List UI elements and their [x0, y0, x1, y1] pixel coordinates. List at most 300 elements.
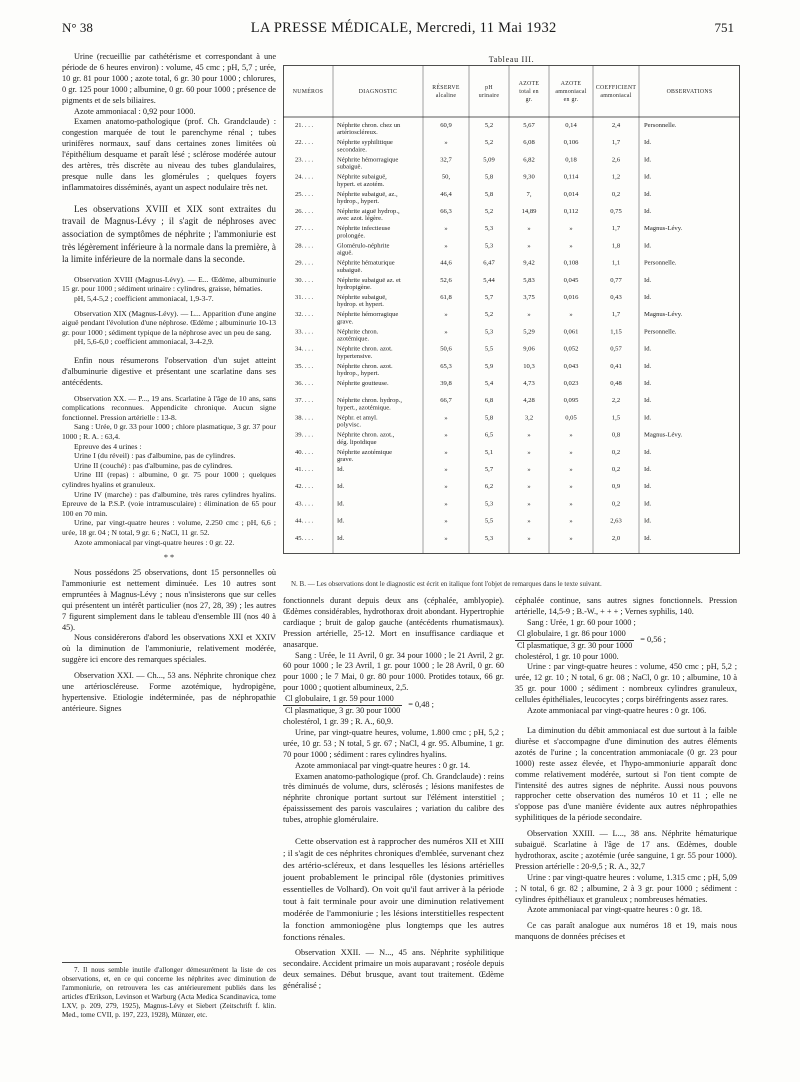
- table-cell-source: Id.: [644, 208, 652, 215]
- table-cell-value: »: [569, 311, 573, 319]
- spacer: [62, 194, 276, 203]
- table-cell-value: 0,18: [565, 156, 577, 164]
- table-cell-value: 6,8: [484, 397, 494, 405]
- table-cell-value: 5,3: [484, 328, 494, 336]
- table-cell-number: 32. . . .: [295, 311, 314, 319]
- table-cell-value: 0,05: [565, 414, 577, 422]
- table-cell-value: »: [527, 431, 531, 439]
- paragraph: Urine IV (marche) : pas d'albumine, très rares cylindres hyalins. Epreuve de la P.S.P. (voie intramusculaire) : élimination de 65 pour 100 en 70 min.: [62, 489, 276, 518]
- table-cell-value: 5,09: [483, 156, 495, 164]
- table-row: [295, 242, 651, 256]
- table-cell-value: 0,2: [611, 466, 621, 473]
- table-cell-diagnostic: Néphrite chron. azotémique.: [337, 328, 379, 343]
- table-cell-value: 2,2: [611, 397, 621, 405]
- table-cell-value: »: [527, 500, 531, 508]
- table-cell-value: »: [444, 483, 448, 491]
- table-cell-value: »: [444, 431, 448, 439]
- table-cell-value: 50,6: [440, 345, 452, 353]
- table-cell-value: »: [527, 242, 531, 250]
- table-cell-value: 2,6: [611, 156, 621, 164]
- table-cell-value: 0,2: [611, 500, 621, 508]
- table-row: [295, 414, 651, 428]
- paragraph: cholestérol, 1 gr. 10 pour 1000.: [515, 651, 619, 661]
- table-cell-value: 0,112: [563, 208, 579, 215]
- table-cell-source: Id.: [644, 294, 652, 301]
- table-cell-number: 44. . . .: [295, 517, 314, 525]
- table-cell-value: 2,63: [610, 517, 622, 525]
- table-row: [295, 156, 651, 170]
- column-header: OBSERVATIONS: [666, 89, 713, 95]
- table-cell-value: »: [569, 466, 573, 473]
- table-cell-value: 0,57: [610, 345, 622, 353]
- column-2: [283, 596, 504, 992]
- table-cell-value: 1,7: [611, 139, 621, 147]
- column-1: [62, 52, 276, 715]
- table-cell-number: 43. . . .: [295, 500, 314, 508]
- table-cell-value: 0,016: [563, 294, 579, 301]
- journal-title: LA PRESSE MÉDICALE, Mercredi, 11 Mai 1932: [250, 20, 557, 36]
- page-number: 751: [714, 20, 734, 35]
- table-cell-value: »: [444, 225, 448, 233]
- paragraph: Azote ammoniacal par vingt-quatre heures : 0 gr. 22.: [74, 537, 235, 547]
- table-cell-value: 5,2: [484, 139, 494, 147]
- page-header: [62, 20, 734, 36]
- table-cell-value: 0,14: [565, 122, 577, 129]
- table-cell-number: 28. . . .: [295, 242, 314, 250]
- table-cell-value: 5,5: [484, 517, 494, 525]
- table-row: [295, 260, 677, 274]
- table-cell-value: 0,9: [611, 483, 621, 491]
- table-cell-source: Id.: [644, 397, 652, 405]
- paragraph: Urine III (repas) : albumine, 0 gr. 75 pour 1000 ; quelques cylindres hyalins et granuleux.: [62, 470, 276, 489]
- table-cell-value: 0,114: [563, 173, 579, 181]
- table-cell-value: 9,06: [523, 345, 535, 353]
- table-cell-value: 1,7: [611, 311, 621, 319]
- table-cell-value: 0,061: [563, 328, 579, 336]
- table-cell-number: 30. . . .: [295, 276, 314, 284]
- paragraph: Ce cas paraît analogue aux numéros 18 et 19, mais nous manquons de données précises et: [515, 921, 737, 942]
- table-cell-value: 4,28: [523, 397, 535, 405]
- table-cell-number: 26. . . .: [295, 208, 314, 215]
- table-cell-value: 5,8: [484, 173, 494, 181]
- table-cell-value: 0,75: [610, 208, 622, 215]
- paragraph: Azote ammoniacal : 0,92 pour 1000.: [74, 106, 196, 116]
- table-cell-value: »: [527, 483, 531, 491]
- fraction-numerator: Cl globulaire, 1 gr. 86 pour 1000: [515, 629, 634, 641]
- table-cell-value: 46,4: [440, 190, 452, 198]
- table-cell-value: 0,043: [563, 362, 579, 370]
- table-cell-number: 40. . . .: [295, 448, 314, 456]
- table-cell-value: 5,1: [484, 448, 494, 456]
- table-cell-value: »: [444, 328, 448, 336]
- table-cell-value: 9,42: [523, 259, 535, 267]
- table-cell-value: 5,67: [523, 122, 535, 129]
- paragraph: cholestérol, 1 gr. 39 ; R. A., 60,9.: [283, 716, 394, 726]
- paragraph: Azote ammoniacal par vingt-quatre heures : 0 gr. 106.: [527, 706, 707, 716]
- table-cell-diagnostic: Glomérulo-néphrite aiguë.: [337, 242, 390, 257]
- table-cell-source: Magnus-Lévy.: [644, 431, 683, 439]
- observation-heading: Observation XXII. — N..., 45 ans. Néphrite syphilitique secondaire. Accident primaire un mois auparavant ; roséole depuis deux semaines. Début brusque, avant tout traitement. Œdème généralisé ;: [283, 948, 504, 990]
- table-row: [295, 500, 651, 507]
- table-cell-value: »: [444, 139, 448, 147]
- table-cell-value: 0,045: [563, 276, 579, 284]
- table-cell-source: Id.: [644, 517, 652, 525]
- table-cell-value: 0,77: [610, 276, 622, 284]
- table-cell-diagnostic: Id.: [337, 500, 345, 508]
- table-cell-value: 5,7: [484, 466, 494, 473]
- table-cell-number: 41. . . .: [295, 466, 314, 473]
- table-cell-value: »: [527, 311, 531, 319]
- paragraph: Urine : par vingt-quatre heures : volume, 450 cmc ; pH, 5,2 ; urée, 12 gr. 10 ; N total, 6 gr. 08 ; NaCl, 0 gr. 10 ; albumine, 10 à 35 gr. pour 1000 ; sédiment : nombreux cylindres granuleux, cellules épithéliales, leucocytes ; corps biréfringents assez rares.: [515, 662, 737, 705]
- table-cell-value: 0,2: [611, 190, 621, 198]
- table-cell-value: 39,8: [440, 380, 452, 387]
- table-cell-number: 33. . . .: [295, 328, 314, 336]
- paragraph: pH, 5,6-6,0 ; coefficient ammoniacal, 3-4-2,9.: [74, 337, 214, 347]
- paragraph: pH, 5,4-5,2 ; coefficient ammoniacal, 1,9-3-7.: [74, 293, 214, 303]
- table-cell-source: Id.: [644, 139, 652, 147]
- table-cell-diagnostic: Néphrite subaiguë, az., hydrop., hypert.: [337, 190, 398, 205]
- table-cell-value: 3,2: [524, 414, 534, 422]
- table-cell-number: 27. . . .: [295, 225, 314, 233]
- table-cell-value: »: [527, 225, 531, 233]
- table-cell-source: Personnelle.: [644, 328, 677, 336]
- table-cell-value: 10,3: [523, 362, 535, 370]
- table-cell-number: 21. . . .: [295, 122, 314, 129]
- table-cell-number: 42. . . .: [295, 483, 314, 491]
- table-cell-diagnostic: Néphrite chron. azot., dég. lipoïdique: [337, 431, 395, 446]
- table-cell-number: 35. . . .: [295, 362, 314, 370]
- table-cell-diagnostic: Néphrite chron. chez un artérioscléreux.: [337, 122, 401, 137]
- observation-heading: Observation XXI. — Ch..., 53 ans. Néphrite chronique chez une artérioscléreuse. Forme azotémique, hydropigène, hypertensive. Etiologie indéterminée, pas de néphropathie antérieure. Signes: [62, 671, 276, 713]
- table-cell-value: 1,7: [611, 225, 621, 233]
- table-cell-value: »: [444, 414, 448, 422]
- table-cell-value: »: [444, 517, 448, 525]
- issue-number: N° 38: [62, 20, 93, 35]
- table-cell-source: Id.: [644, 380, 652, 387]
- table-cell-diagnostic: Néphrite subaiguë az. et hydropigène.: [337, 276, 401, 291]
- table-cell-value: 6,08: [523, 139, 535, 147]
- paragraph: Cette observation est à rapprocher des numéros XII et XIII ; il s'agit de ces néphrites chroniques d'emblée, survenant chez des artério-scléreux, et dans lesquelles les lésions artérielles jouent probablement le principal rôle (dystonies primitives essentielles de Volhard). On voit qu'il faut arriver à la période tout à fait terminale pour avoir une diminution relativement modérée de l'ammoniurie ; les lésions interstitielles respectent la fonction ammoniogène plus longtemps que les autres fonctions rénales.: [283, 836, 504, 943]
- paragraph: Examen anatomo-pathologique (prof. Ch. Grandclaude) : congestion marquée de tout le parenchyme rénal ; tubes urinifères normaux, sauf dans certaines zones limitées où l'épithélium desquame et paraît lésé ; sclérose modérée autour des artères, très discrète au niveau des tubes glandulaires, presque nulle dans les glomérules ; quelques foyers inflammatoires disséminés, ayant un aspect nodulaire très net.: [62, 117, 276, 192]
- table-cell-diagnostic: Néphrite chron. hydrop., hypert., azotémique.: [337, 397, 403, 412]
- table-cell-source: Personnelle.: [644, 122, 677, 129]
- fraction-numerator: Cl globulaire, 1 gr. 59 pour 1000: [283, 694, 402, 706]
- table-cell-source: Id.: [644, 500, 652, 508]
- paragraph: Enfin nous résumerons l'observation d'un sujet atteint d'albuminurie digestive et présentant une scarlatine dans ses antécédents.: [62, 355, 276, 387]
- table-row: [295, 363, 651, 377]
- paragraph: Azote ammoniacal par vingt-quatre heures : 0 gr. 18.: [527, 905, 703, 915]
- table-cell-source: Id.: [644, 534, 652, 542]
- table-cell-value: 0,108: [563, 259, 579, 267]
- table-cell-value: »: [444, 242, 448, 250]
- table-cell-value: 0,41: [610, 362, 622, 370]
- spacer: [283, 826, 504, 835]
- table-cell-source: Id.: [644, 362, 652, 370]
- paragraph: céphalée continue, sans autres signes fonctionnels. Pression artérielle, 14,5-9 ; B.-W., + + + ; Vernes syphilis, 140.: [515, 596, 737, 616]
- table-cell-number: 39. . . .: [295, 431, 314, 439]
- column-header: COEFFICIENT ammoniacal: [595, 85, 637, 99]
- table-cell-diagnostic: Id.: [337, 483, 345, 491]
- table-row: [295, 174, 651, 188]
- table-note: N. B. — Les observations dont le diagnostic est écrit en italique font l'objet de remarques dans le texte suivant.: [291, 580, 602, 588]
- paragraph: Urine, par vingt-quatre heures, volume, 1.800 cmc ; pH, 5,2 ; urée, 10 gr. 53 ; N total, 5 gr. 67 ; NaCl, 4 gr. 95. Albumine, 1 gr. 70 pour 1000 ; sédiment : rares cylindres hyalins.: [283, 727, 504, 759]
- column-header: NUMÉROS: [292, 89, 324, 95]
- table-cell-value: »: [569, 500, 573, 508]
- column-header: AZOTE total en gr.: [518, 81, 540, 103]
- table-cell-value: 3,75: [523, 294, 535, 301]
- paragraph: Sang : Urée, 1 gr. 60 pour 1000 ;: [527, 617, 636, 627]
- table-cell-diagnostic: Néphrite hémorragique subaiguë.: [337, 156, 399, 171]
- table-cell-value: 44,6: [440, 259, 452, 267]
- table-cell-value: 5,7: [484, 294, 494, 301]
- table-cell-number: 38. . . .: [295, 414, 314, 422]
- table-cell-value: 1,1: [611, 259, 621, 267]
- table-cell-value: 7,: [526, 190, 532, 198]
- table-cell-value: 65,3: [440, 362, 452, 370]
- table-cell-value: 0,106: [563, 139, 579, 147]
- table-cell-source: Id.: [644, 466, 652, 473]
- table-cell-number: 37. . . .: [295, 397, 314, 405]
- paragraph: Urine II (couché) : pas d'albumine, pas de cylindres.: [74, 460, 233, 470]
- table-cell-value: 5,4: [484, 380, 494, 387]
- chloride-ratio: [283, 694, 434, 717]
- column-header: pH urinaire: [478, 85, 500, 99]
- observation-heading: Observation XIX (Magnus-Lévy). — L... Apparition d'une angine aiguë pendant l'évolution d'une néphrose. Œdème ; albuminurie 10-13 gr. pour 1000 ; sédiment typique de la néphrose avec un peu de sang.: [62, 308, 276, 337]
- table-cell-value: »: [527, 466, 531, 473]
- table-row: [295, 483, 651, 490]
- table-cell-diagnostic: Néphrite chron. azot. hypertensive.: [337, 345, 393, 360]
- table-cell-value: 5,83: [523, 276, 535, 284]
- table-row: [295, 397, 651, 411]
- table-cell-value: 5,29: [523, 328, 535, 336]
- table-row: [295, 122, 677, 136]
- column-3: [515, 596, 737, 943]
- table-cell-diagnostic: Néphrite subaiguë, hydrop. et hypert.: [337, 294, 387, 309]
- table-cell-value: 5,8: [484, 190, 494, 198]
- table-row: [295, 328, 677, 342]
- table-cell-value: »: [569, 225, 573, 233]
- table-cell-value: 5,9: [484, 362, 494, 370]
- table-cell-value: 66,7: [440, 397, 452, 405]
- table-cell-value: 32,7: [440, 156, 452, 164]
- table-cell-value: 14,89: [521, 208, 537, 215]
- section-separator: * *: [163, 553, 175, 563]
- table-cell-value: 61,8: [440, 294, 452, 301]
- paragraph: Azote ammoniacal par vingt-quatre heures : 0 gr. 14.: [295, 760, 471, 770]
- table-row: [295, 518, 651, 525]
- table-cell-diagnostic: Néphrite goutteuse.: [337, 380, 389, 387]
- table-cell-source: Id.: [644, 276, 652, 284]
- table-cell-number: 29. . . .: [295, 259, 314, 267]
- table-cell-diagnostic: Néphrite azotémique grave.: [337, 448, 393, 463]
- table-row: [295, 311, 683, 325]
- table-cell-number: 31. . . .: [295, 294, 314, 301]
- table-cell-value: »: [527, 517, 531, 525]
- table-cell-value: 52,6: [440, 276, 452, 284]
- table-cell-value: 6,2: [484, 483, 494, 491]
- column-header: DIAGNOSTIC: [358, 89, 398, 95]
- paragraph: Sang : Urée, 0 gr. 33 pour 1000 ; chlore plasmatique, 3 gr. 37 pour 1000 ; R. A. : 63,4.: [62, 422, 276, 441]
- table-cell-value: 6,82: [523, 156, 535, 164]
- issue-date: Mercredi, 11 Mai 1932: [416, 20, 557, 36]
- table-cell-value: 5,3: [484, 500, 494, 508]
- table-row: [295, 277, 651, 291]
- table-cell-value: 4,73: [523, 380, 535, 387]
- table-cell-diagnostic: Néphr. et amyl. polyvisc.: [337, 414, 378, 429]
- table-cell-source: Magnus-Lévy.: [644, 225, 683, 233]
- table-cell-value: »: [444, 448, 448, 456]
- table-cell-diagnostic: Néphrite aiguë hydrop., avec azot. légère.: [337, 208, 400, 223]
- table-cell-value: 0,2: [611, 448, 621, 456]
- table-cell-value: »: [569, 534, 573, 542]
- paragraph: Epreuve des 4 urines :: [74, 441, 142, 451]
- table-row: [295, 294, 651, 308]
- table-cell-diagnostic: Néphrite syphilitique secondaire.: [337, 139, 393, 154]
- table-cell-value: »: [569, 431, 573, 439]
- fraction-denominator: Cl plasmatique, 3 gr. 30 pour 1000: [517, 640, 633, 650]
- table-cell-source: Id.: [644, 242, 652, 250]
- table-cell-value: »: [527, 534, 531, 542]
- table-cell-source: Id.: [644, 173, 652, 181]
- table-cell-value: »: [444, 311, 448, 319]
- table-cell-value: »: [527, 448, 531, 456]
- table-cell-diagnostic: Id.: [337, 517, 345, 525]
- paragraph: Les observations XVIII et XIX sont extraites du travail de Magnus-Lévy ; il s'agit de néphroses avec association de symptômes de néphrite ; l'ammoniurie est très légèrement inférieure à la normale dans la première, à la limite inférieure de la normale dans la seconde.: [62, 203, 276, 265]
- table-cell-diagnostic: Néphrite infectieuse prolongée.: [337, 225, 391, 240]
- table-cell-value: 5,44: [483, 276, 495, 284]
- table-cell-number: 34. . . .: [295, 345, 314, 353]
- table-cell-number: 23. . . .: [295, 156, 314, 164]
- spacer: [515, 717, 737, 726]
- fraction-result: = 0,48 ;: [408, 700, 434, 710]
- table-cell-diagnostic: Id.: [337, 466, 345, 473]
- table-cell-value: 2,0: [611, 534, 621, 542]
- table-row: [295, 449, 651, 463]
- footnote-rule: [62, 962, 122, 963]
- table-cell-source: Id.: [644, 448, 652, 456]
- paragraph: fonctionnels durant depuis deux ans (céphalée, amblyopie). Œdèmes considérables, hydrothorax droit abondant. Hypertrophie cardiaque ; bruit de galop gauche (antécédents rhumatismaux). Pression artérielle, 25-12. Mort en insuffisance cardiaque et anasarque.: [283, 596, 504, 649]
- table-cell-value: 5,3: [484, 534, 494, 542]
- table-cell-value: 0,48: [610, 380, 622, 387]
- paragraph: Urine, par vingt-quatre heures : volume, 2.250 cmc ; pH, 6,6 ; urée, 18 gr. 04 ; N total, 9 gr. 6 ; NaCl, 11 gr. 52.: [62, 518, 276, 537]
- table-cell-source: Id.: [644, 414, 652, 422]
- table-cell-value: 0,014: [563, 190, 579, 198]
- table-cell-value: 0,052: [563, 345, 579, 353]
- table-cell-value: 5,3: [484, 242, 494, 250]
- table-cell-source: Magnus-Lévy.: [644, 311, 683, 319]
- spacer: [62, 266, 276, 275]
- table-3: [283, 55, 740, 588]
- table-cell-number: 25. . . .: [295, 190, 314, 198]
- table-cell-source: Id.: [644, 190, 652, 198]
- table-cell-number: 22. . . .: [295, 139, 314, 147]
- paragraph: Urine I (du réveil) : pas d'albumine, pas de cylindres.: [74, 451, 236, 461]
- paragraph: Urine (recueillie par cathétérisme et correspondant à une période de 6 heures environ) : volume, 45 cmc ; pH, 5,7 ; urée, 10 gr. 81 pour 1000 ; azote total, 6 gr. 30 pour 1000 ; chlorures, 0 gr. 125 pour 1000 ; albumine, 0 gr. 60 pour 1000 ; présence de pigments et de sels biliaires.: [62, 52, 276, 105]
- observation-heading: Observation XX. — P..., 19 ans. Scarlatine à l'âge de 10 ans, sans complications reconnues. Appendicite chronique. Aucun signe fonctionnel. Pression artérielle : 13-8.: [62, 393, 276, 422]
- table-cell-value: »: [569, 483, 573, 491]
- paragraph: Sang : Urée, le 11 Avril, 0 gr. 34 pour 1000 ; le 21 Avril, 2 gr. 60 pour 1000 ; le 23 Avril, 1 gr. pour 1000 ; le 28 Avril, 0 gr. 60 pour 1000 ; le 7 Mai, 0 gr. 80 pour 1000. Protides totaux, 66 gr. pour 1000 ; quotient albumineux, 2,5.: [283, 650, 504, 693]
- observation-heading: Observation XVIII (Magnus-Lévy). — E... Œdème, albuminurie 15 gr. pour 1000 ; sédiment urinaire : cylindres, graisse, hématies.: [62, 274, 276, 294]
- table-cell-number: 45. . . .: [295, 534, 314, 542]
- table-cell-value: 5,2: [484, 208, 494, 215]
- table-cell-value: 66,3: [440, 208, 452, 215]
- table-cell-diagnostic: Néphrite hémorragique grave.: [337, 311, 399, 326]
- table-cell-value: 0,43: [610, 294, 622, 301]
- table-cell-value: 2,4: [611, 122, 621, 129]
- table-cell-value: »: [444, 466, 448, 473]
- paragraph: La diminution du débit ammoniacal est due surtout à la faible diurèse et s'accompagne d'une diminution des autres éléments azotés de l'urine ; la concentration ammoniacale (0 gr. 23 pour 1000) reste assez élevée, et l'hypo-ammoniurie apparaît donc comme relativement modérée, surtout si l'on tient compte de l'intensité des autres signes de néphrite. Aussi nous pouvons rapprocher cette observation des numéros 10 et 11 ; elle ne s'oppose pas d'une manière évidente aux autres néphropathies syphilitiques de la période secondaire.: [515, 725, 737, 823]
- table-row: [295, 208, 651, 222]
- table-cell-value: »: [569, 517, 573, 525]
- column-header: RÉSERVE alcaline: [432, 85, 460, 99]
- results-table: [283, 65, 740, 587]
- table-row: [295, 191, 651, 205]
- table-cell-value: 5,2: [484, 122, 494, 129]
- table-cell-value: 5,5: [484, 345, 494, 353]
- table-cell-diagnostic: Néphrite hématurique subaiguë.: [337, 259, 395, 274]
- table-cell-value: 1,2: [611, 173, 621, 181]
- table-cell-value: »: [569, 448, 573, 456]
- spacer: [62, 347, 276, 356]
- table-cell-value: 9,30: [523, 173, 535, 181]
- table-row: [295, 346, 651, 360]
- table-cell-value: 0,8: [611, 431, 621, 439]
- paragraph: Nous considérerons d'abord les observations XXI et XXIV où la diminution de l'ammoniurie, relativement modérée, suggère ici encore des remarques spéciales.: [62, 633, 276, 665]
- paragraph: Examen anatomo-pathologique (prof. Ch. Grandclaude) : reins très diminués de volume, durs, sclérosés ; lésions manifestes de néphrite chronique portant surtout sur l'élément interstitiel ; épaississement des parois vasculaires ; variation du calibre des tubes, atrophie glomérulaire.: [283, 771, 504, 825]
- table-cell-value: »: [569, 242, 573, 250]
- table-cell-diagnostic: Néphrite subaiguë, hypert. et azotém.: [337, 173, 387, 188]
- table-cell-diagnostic: Néphrite chron. azot. hydrop., hypert.: [337, 362, 393, 377]
- table-cell-value: 5,2: [484, 311, 494, 319]
- table-cell-value: »: [444, 500, 448, 508]
- table-row: [295, 466, 651, 473]
- fraction-denominator: Cl plasmatique, 3 gr. 30 pour 1000: [285, 706, 401, 716]
- fraction-result: = 0,56 ;: [640, 634, 666, 644]
- table-cell-source: Id.: [644, 483, 652, 491]
- table-cell-value: 1,5: [611, 414, 621, 422]
- table-row: [295, 432, 683, 446]
- table-cell-value: 5,8: [484, 414, 494, 422]
- observation-heading: Observation XXIII. — L..., 38 ans. Néphrite hématurique subaiguë. Scarlatine à l'âge de 17 ans. Œdèmes, double hydrothorax, ascite ; azotémie (urée sanguine, 1 gr. 55 pour 1000). Pression artérielle : 20-9,5 ; R. A., 32,7: [515, 829, 737, 871]
- table-cell-source: Id.: [644, 156, 652, 164]
- chloride-ratio: [515, 629, 666, 652]
- table-row: [295, 139, 651, 153]
- table-cell-value: 1,8: [611, 242, 621, 250]
- paragraph: Nous possédons 25 observations, dont 15 personnelles où l'ammoniurie est nettement diminuée. Les 10 autres sont empruntées à Magnus-Lévy ; nous n'insisterons que sur celles qui présentent un intérêt particulier (nos 27, 28, 39) ; les autres 7 figurent simplement dans le tableau d'ensemble III (nos 40 à 45).: [62, 568, 276, 632]
- table-cell-value: 60,9: [440, 122, 452, 129]
- table-cell-diagnostic: Id.: [337, 534, 345, 542]
- table-cell-value: 1,15: [610, 328, 622, 336]
- table-cell-value: 0,095: [563, 397, 579, 405]
- table-cell-source: Id.: [644, 345, 652, 353]
- table-cell-value: 6,47: [483, 259, 495, 267]
- table-cell-source: Personnelle.: [644, 259, 677, 267]
- footnote: [62, 966, 276, 1021]
- table-row: [295, 535, 651, 542]
- table-cell-value: 0,023: [563, 380, 579, 387]
- table-cell-value: »: [444, 534, 448, 542]
- table-cell-value: 5,3: [484, 225, 494, 233]
- table-row: [295, 225, 683, 239]
- table-cell-number: 24. . . .: [295, 173, 314, 181]
- footnote-text: 7. Il nous semble inutile d'allonger démesurément la liste de ces observations, et, en ce qui concerne les néphrites avec diminution de l'ammoniurie, on retrouvera les cas antérieurement publiés dans les articles d'Erikson, Levinson et Warburg (Acta Medica Scandinavica, tome LXV, p. 209, 279, 1925), Magnus-Lévy et Siebert (Zeitschrift f. klin. Med., tome CVII, p. 197, 223, 1928), Münzer, etc.: [62, 966, 276, 1020]
- table-cell-value: 6,5: [484, 431, 494, 439]
- table-cell-number: 36. . . .: [295, 380, 314, 387]
- paragraph: Urine : par vingt-quatre heures : volume, 1.315 cmc ; pH, 5,09 ; N total, 6 gr. 82 ; albumine, 2 à 3 gr. pour 1000 ; sédiment : cylindres épithéliaux et granuleux ; nombreuses hématies.: [515, 872, 737, 904]
- table-title: Tableau III.: [488, 55, 535, 64]
- table-row: [295, 380, 651, 387]
- table-cell-value: 50,: [441, 173, 451, 181]
